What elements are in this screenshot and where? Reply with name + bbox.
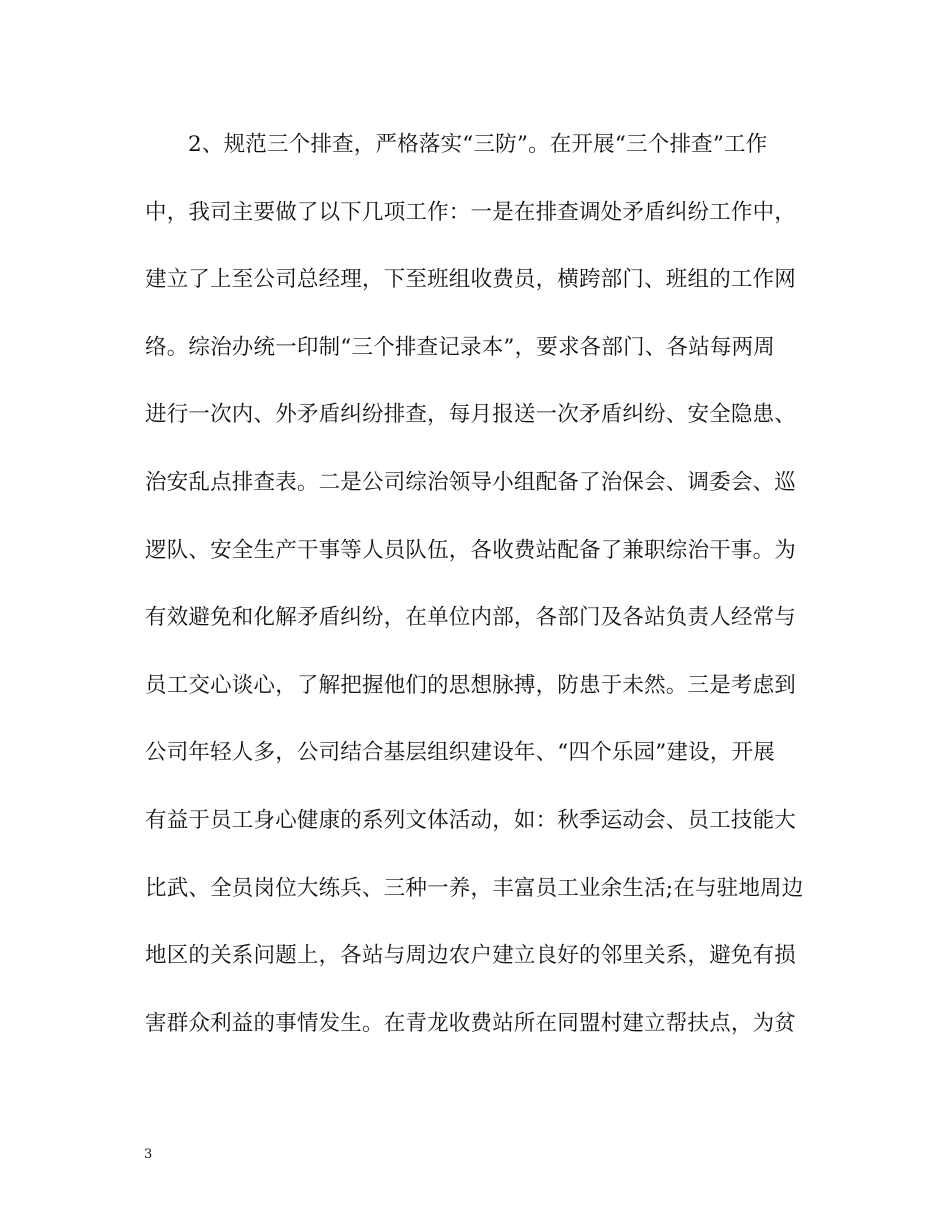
body-text bbox=[145, 125, 815, 1071]
text-line: 2、规范三个排查，严格落实“三防”。在开展“三个排查”工作 bbox=[188, 132, 768, 157]
text-line: 建立了上至公司总经理，下至班组收费员，横跨部门、班组的工作网 bbox=[145, 267, 797, 293]
text-line: 进行一次内、外矛盾纠纷排查，每月报送一次矛盾纠纷、安全隐患、 bbox=[145, 402, 797, 428]
text-line: 逻队、安全生产干事等人员队伍，各收费站配备了兼职综治干事。为 bbox=[145, 537, 797, 563]
text-line: 中，我司主要做了以下几项工作：一是在排查调处矛盾纠纷工作中， bbox=[145, 199, 797, 225]
text-line: 比武、全员岗位大练兵、三种一养，丰富员工业余生活;在与驻地周边 bbox=[145, 875, 804, 901]
text-line: 公司年轻人多，公司结合基层组织建设年、“四个乐园”建设，开展 bbox=[145, 740, 775, 766]
text-line: 治安乱点排查表。二是公司综治领导小组配备了治保会、调委会、巡 bbox=[145, 469, 797, 495]
text-line: 员工交心谈心，了解把握他们的思想脉搏，防患于未然。三是考虑到 bbox=[145, 672, 797, 698]
page-number: 3 bbox=[144, 1147, 153, 1162]
text-line: 有益于员工身心健康的系列文体活动，如：秋季运动会、员工技能大 bbox=[145, 807, 797, 833]
text-line: 害群众利益的事情发生。在青龙收费站所在同盟村建立帮扶点，为贫 bbox=[145, 1010, 797, 1036]
text-line: 有效避免和化解矛盾纠纷，在单位内部，各部门及各站负责人经常与 bbox=[145, 605, 797, 631]
text-line: 络。综治办统一印制“三个排查记录本”，要求各部门、各站每两周 bbox=[145, 334, 775, 360]
text-line: 地区的关系问题上，各站与周边农户建立良好的邻里关系，避免有损 bbox=[145, 943, 797, 969]
